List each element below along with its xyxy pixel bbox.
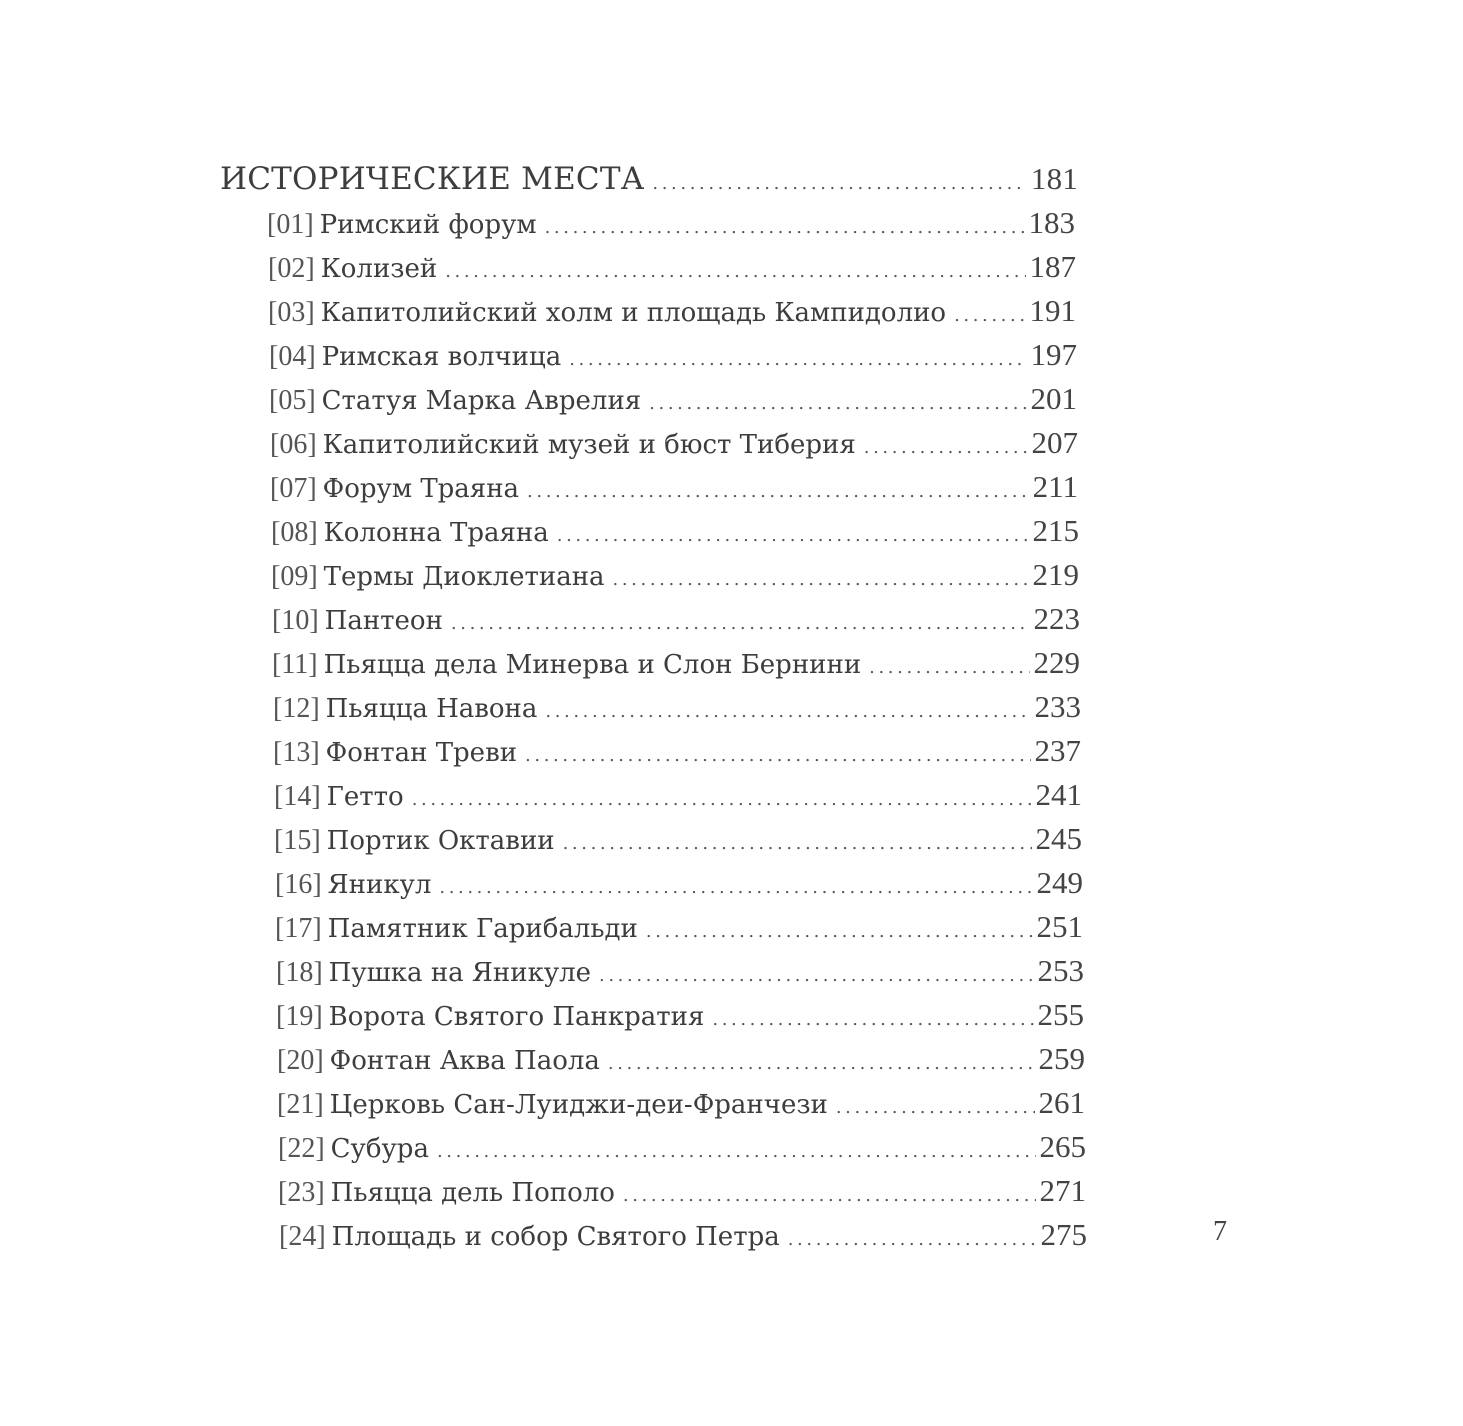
entry-title: Площадь и собор Святого Петра xyxy=(331,1222,780,1252)
leader-dots xyxy=(869,657,1029,678)
leader-dots xyxy=(412,789,1032,810)
entry-page: 233 xyxy=(1034,689,1081,724)
leader-dots xyxy=(545,217,1025,238)
entry-page: 275 xyxy=(1040,1217,1087,1252)
leader-dots xyxy=(527,481,1029,502)
entry-title: Фонтан Аква Паола xyxy=(329,1046,600,1076)
entry-page: 261 xyxy=(1038,1085,1085,1120)
entry-page: 219 xyxy=(1032,557,1079,592)
entry-page: 223 xyxy=(1033,601,1080,636)
toc-entry xyxy=(278,1129,1086,1169)
leader-dots xyxy=(451,613,1030,634)
leader-dots xyxy=(712,1009,1033,1030)
entry-number: [03] xyxy=(268,297,315,328)
entry-number: [04] xyxy=(269,341,316,372)
entry-title: Колонна Траяна xyxy=(323,518,549,548)
toc-entry xyxy=(276,997,1084,1037)
entry-page: 211 xyxy=(1032,469,1078,504)
entry-title: Гетто xyxy=(326,782,404,812)
entry-page: 237 xyxy=(1034,733,1081,768)
toc-entry xyxy=(270,425,1078,465)
entry-page: 265 xyxy=(1039,1129,1086,1164)
toc-entry xyxy=(275,865,1083,905)
entry-number: [19] xyxy=(276,1001,323,1032)
leader-dots xyxy=(569,349,1026,370)
entry-page: 229 xyxy=(1033,645,1080,680)
toc-entry xyxy=(267,205,1075,245)
entry-title: Яникул xyxy=(327,870,432,900)
entry-number: [08] xyxy=(271,517,318,548)
entry-page: 245 xyxy=(1035,821,1082,856)
toc-entry xyxy=(271,557,1079,597)
toc-entry xyxy=(278,1173,1086,1213)
entry-title: Форум Траяна xyxy=(322,474,520,504)
entry-page: 249 xyxy=(1036,865,1083,900)
entry-number: [15] xyxy=(274,825,321,856)
toc-entry xyxy=(279,1217,1087,1257)
leader-dots xyxy=(439,877,1032,898)
leader-dots xyxy=(788,1229,1037,1250)
toc-entry xyxy=(274,821,1082,861)
entry-number: [10] xyxy=(272,605,319,636)
entry-number: [21] xyxy=(277,1089,324,1120)
leader-dots xyxy=(445,261,1025,282)
entry-number: [18] xyxy=(276,957,323,988)
leader-dots xyxy=(437,1141,1036,1162)
entry-number: [05] xyxy=(269,385,316,416)
entry-page: 191 xyxy=(1029,293,1076,328)
entry-title: Колизей xyxy=(320,254,438,284)
leader-dots xyxy=(563,833,1032,854)
toc-entry xyxy=(272,601,1080,641)
entry-number: [24] xyxy=(279,1221,326,1252)
entry-title: Пушка на Яникуле xyxy=(328,958,592,988)
toc-entry xyxy=(271,513,1079,553)
entry-number: [01] xyxy=(267,209,314,240)
leader-dots xyxy=(599,965,1033,986)
entry-title: Римская волчица xyxy=(321,342,562,372)
entry-page: 255 xyxy=(1037,997,1084,1032)
entry-number: [16] xyxy=(275,869,322,900)
entry-number: [20] xyxy=(277,1045,324,1076)
leader-dots xyxy=(646,921,1033,942)
section-page: 181 xyxy=(1030,161,1078,196)
entry-number: [07] xyxy=(270,473,317,504)
entry-title: Капитолийский музей и бюст Тиберия xyxy=(322,430,856,460)
toc-entry xyxy=(269,381,1077,421)
entry-title: Статуя Марка Аврелия xyxy=(321,386,642,416)
toc-entry xyxy=(277,1085,1085,1125)
toc-entry xyxy=(274,777,1082,817)
entry-number: [02] xyxy=(268,253,315,284)
toc-entry xyxy=(270,469,1078,509)
toc-entry xyxy=(276,953,1084,993)
entry-title: Субура xyxy=(330,1134,429,1164)
leader-dots xyxy=(613,569,1029,590)
entry-number: [09] xyxy=(271,561,318,592)
entry-number: [12] xyxy=(273,693,320,724)
entry-title: Церковь Сан-Луиджи-деи-Франчези xyxy=(329,1090,828,1120)
toc-entry xyxy=(277,1041,1085,1081)
entry-title: Ворота Святого Панкратия xyxy=(328,1002,705,1032)
entry-number: [14] xyxy=(274,781,321,812)
leader-dots xyxy=(836,1097,1035,1118)
toc-entry xyxy=(268,293,1076,333)
leader-dots xyxy=(652,173,1026,194)
entry-page: 207 xyxy=(1031,425,1078,460)
entry-number: [11] xyxy=(272,649,318,680)
entry-title: Фонтан Треви xyxy=(325,738,518,768)
entry-number: [23] xyxy=(278,1177,325,1208)
toc-section-heading xyxy=(220,161,1078,205)
entry-number: [06] xyxy=(270,429,317,460)
leader-dots xyxy=(623,1185,1036,1206)
entry-page: 253 xyxy=(1037,953,1084,988)
entry-title: Термы Диоклетиана xyxy=(323,562,605,592)
entry-page: 183 xyxy=(1028,205,1075,240)
leader-dots xyxy=(545,701,1030,722)
entry-page: 251 xyxy=(1036,909,1083,944)
page-number: 7 xyxy=(1213,1216,1227,1247)
section-title: ИСТОРИЧЕСКИЕ МЕСТА xyxy=(220,161,645,197)
entry-number: [13] xyxy=(273,737,320,768)
entry-title: Капитолийский холм и площадь Кампидолио xyxy=(320,298,947,328)
entry-title: Пьяцца дель Пополо xyxy=(330,1178,615,1208)
entry-title: Пьяцца Навона xyxy=(325,694,538,724)
entry-page: 201 xyxy=(1030,381,1077,416)
toc-entry xyxy=(269,337,1077,377)
entry-page: 271 xyxy=(1039,1173,1086,1208)
entry-title: Портик Октавии xyxy=(326,826,555,856)
toc-entry xyxy=(273,689,1081,729)
toc-entry xyxy=(273,733,1081,773)
entry-title: Пьяцца дела Минерва и Слон Бернини xyxy=(323,650,862,680)
entry-page: 215 xyxy=(1032,513,1079,548)
entry-page: 241 xyxy=(1035,777,1082,812)
leader-dots xyxy=(954,305,1025,326)
entry-title: Памятник Гарибальди xyxy=(327,914,638,944)
leader-dots xyxy=(525,745,1030,766)
entry-number: [17] xyxy=(275,913,322,944)
leader-dots xyxy=(608,1053,1035,1074)
leader-dots xyxy=(557,525,1029,546)
entry-page: 259 xyxy=(1038,1041,1085,1076)
entry-title: Пантеон xyxy=(324,606,443,636)
toc-entry xyxy=(272,645,1080,685)
leader-dots xyxy=(649,393,1026,414)
entry-page: 187 xyxy=(1029,249,1076,284)
entry-page: 197 xyxy=(1030,337,1077,372)
entry-number: [22] xyxy=(278,1133,325,1164)
toc-entry xyxy=(268,249,1076,289)
entry-title: Римский форум xyxy=(319,210,537,240)
leader-dots xyxy=(864,437,1028,458)
toc-entry xyxy=(275,909,1083,949)
